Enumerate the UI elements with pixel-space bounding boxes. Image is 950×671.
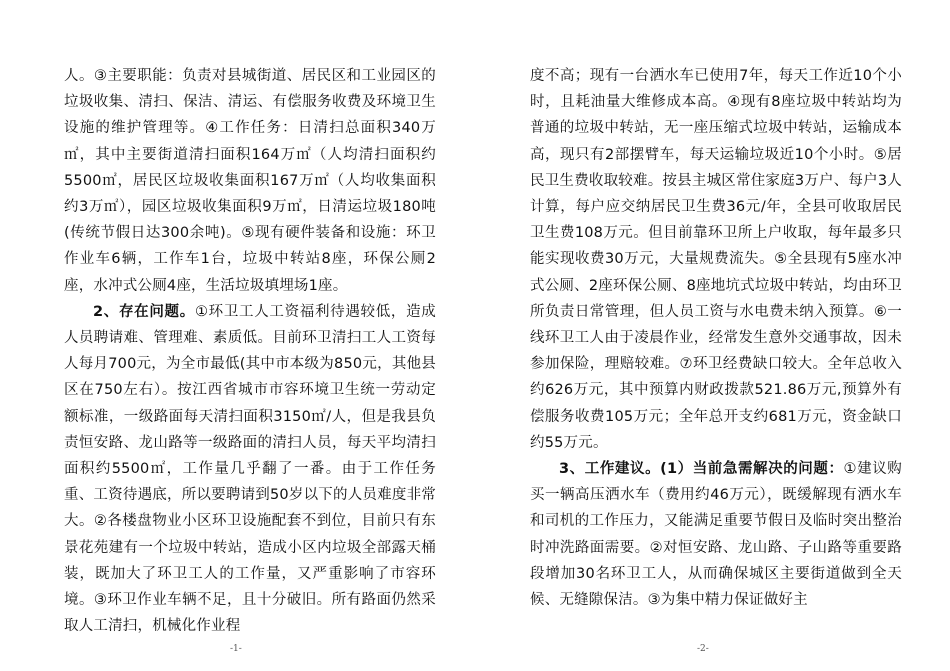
page-2-body <box>530 63 902 613</box>
section-heading-problems: 2、存在问题。 <box>93 303 195 320</box>
page-2-paragraph-1 <box>530 63 902 456</box>
page-number: -2- <box>697 644 709 654</box>
page-1-paragraph-2 <box>64 299 436 640</box>
page-number: -1- <box>230 644 242 654</box>
paragraph-text: ①建议购买一辆高压洒水车（费用约46万元），既缓解现有洒水车和司机的工作压力，又能满足重要节假日及临时突出整治时冲洗路面需要。②对恒安路、龙山路、子山路等重要路段增加30名环卫工人，从而确保城区主要街道做到全天候、无缝隙保洁。③为集中精力保证做好主 <box>530 461 902 609</box>
page-2-paragraph-2 <box>530 456 902 613</box>
paragraph-text: 人。③主要职能：负责对县城街道、居民区和工业园区的垃圾收集、清扫、保洁、清运、有偿服务收费及环境卫生设施的维护管理等。④工作任务：日清扫总面积340万㎡，其中主要街道清扫面积164万㎡（人均清扫面积约5500㎡，居民区垃圾收集面积167万㎡（人均收集面积约3万㎡），园区垃圾收集面积9万㎡，日清运垃圾180吨(传统节假日达300余吨)。⑤现有硬件装备和设施：环卫作业车6辆，工作车1台，垃圾中转站8座，环保公厕2座，水冲式公厕4座，生活垃圾填埋场1座。 <box>64 68 436 294</box>
paragraph-text: 度不高；现有一台洒水车已使用7年，每天工作近10个小时，且耗油量大维修成本高。④现有8座垃圾中转站均为普通的垃圾中转站，无一座压缩式垃圾中转站，运输成本高，现只有2部摆臂车，每天运输垃圾近10个小时。⑤居民卫生费收取较难。按县主城区常住家庭3万户、每户3人计算，每户应交纳居民卫生费36元/年，全县可收取居民卫生费108万元。但目前靠环卫所上户收取，每年最多只能实现收费30万元，大量规费流失。⑤全县现有5座水冲式公厕、2座环保公厕、8座地坑式垃圾中转站，均由环卫所负责日常管理，但人员工资与水电费未纳入预算。⑥一线环卫工人由于凌晨作业，经常发生意外交通事故，因未参加保险，理赔较难。⑦环卫经费缺口较大。全年总收入约626万元，其中预算内财政拨款521.86万元,预算外有偿服务收费105万元；全年总开支约681万元，资金缺口约55万元。 <box>530 68 902 451</box>
paragraph-text: ①环卫工人工资福利待遇较低，造成人员聘请难、管理难、素质低。目前环卫清扫工人工资每人每月700元，为全市最低(其中市本级为850元，其他县区在750左右）。按江西省城市市容环境卫生统一劳动定额标准，一级路面每天清扫面积3150㎡/人，但是我县负责恒安路、龙山路等一级路面的清扫人员，每天平均清扫面积约5500㎡，工作量几乎翻了一番。由于工作任务重、工资待遇底，所以要聘请到50岁以下的人员难度非常大。②各楼盘物业小区环卫设施配套不到位，目前只有东景花苑建有一个垃圾中转站，造成小区内垃圾全部露天桶装，既加大了环卫工人的工作量，又严重影响了市容环境。③环卫作业车辆不足，且十分破旧。所有路面仍然采取人工清扫，机械化作业程 <box>64 303 436 635</box>
section-heading-suggestions: 3、工作建议。(1）当前急需解决的问题： <box>559 461 844 478</box>
page-1-paragraph-1 <box>64 63 436 299</box>
page-2 <box>475 0 950 671</box>
page-1-body <box>64 63 436 639</box>
